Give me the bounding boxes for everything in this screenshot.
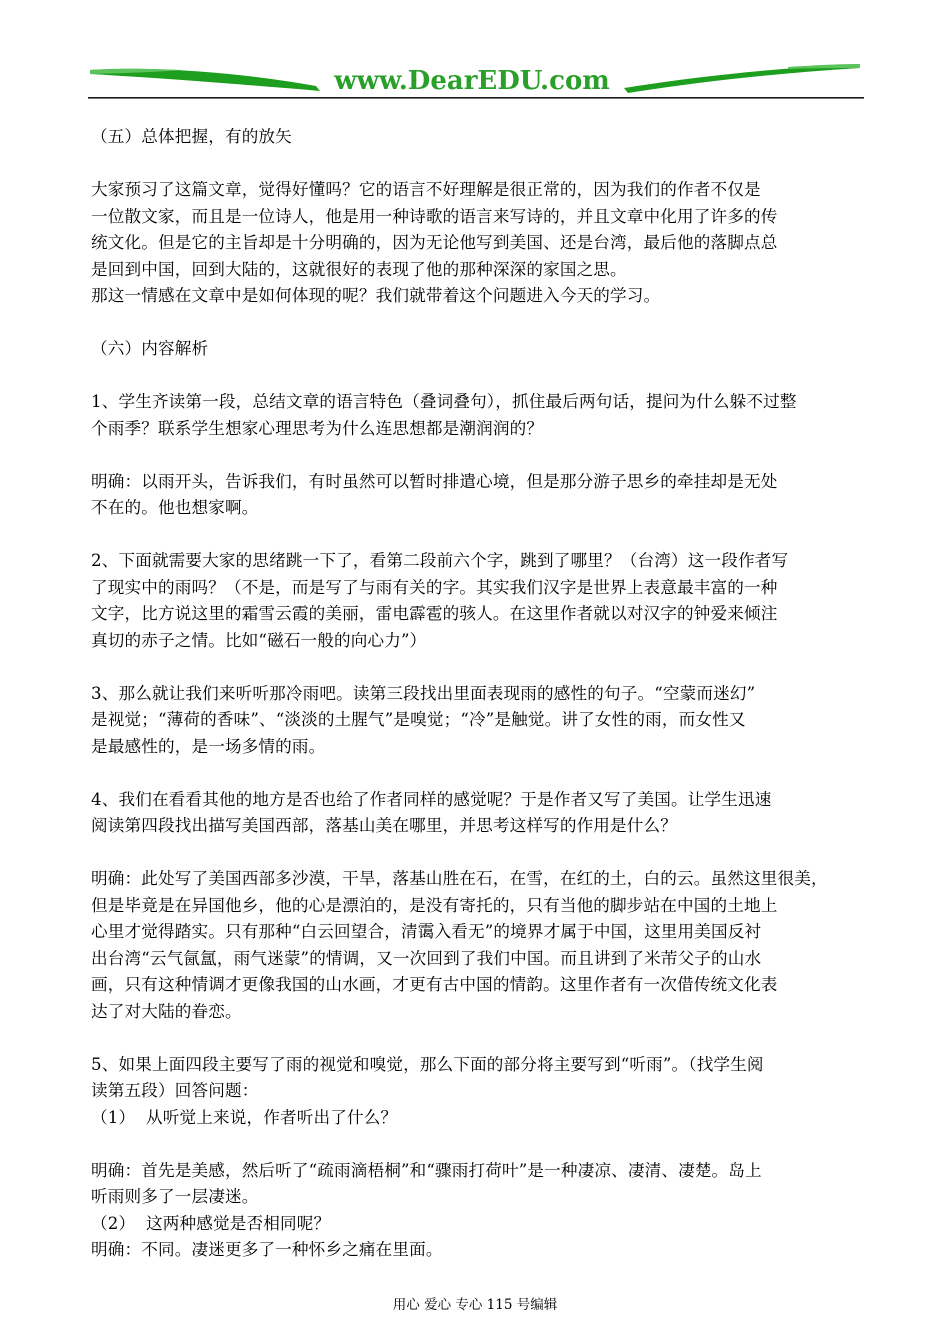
answer-6-line: 明确：不同。凄迷更多了一种怀乡之痛在里面。 <box>91 1240 443 1259</box>
item-1-line: 个雨季？联系学生想家心理思考为什么连思想都是潮润润的？ <box>91 418 544 438</box>
item-2-line: 了现实中的雨吗？（不是，而是写了与雨有关的字。其实我们汉字是世界上表意最丰富的一种 <box>91 577 778 597</box>
page-footer: 用心 爱心 专心 115 号编辑 <box>392 1297 558 1313</box>
site-logo-text: www.DearEDU.com <box>334 66 610 96</box>
item-1-line: 1、学生齐读第一段，总结文章的语言特色（叠词叠句），抓住最后两句话，提问为什么躲不过整 <box>91 392 797 411</box>
item-5-line: 5、如果上面四段主要写了雨的视觉和嗅觉，那么下面的部分将主要写到“听雨”。（找学生阅 <box>91 1054 764 1074</box>
paragraph-line: 大家预习了这篇文章，觉得好懂吗？它的语言不好理解是很正常的，因为我们的作者不仅是 <box>91 180 761 199</box>
answer-1-line: 明确：以雨开头，告诉我们，有时虽然可以暂时排遣心境，但是那分游子思乡的牵挂却是无处 <box>91 471 778 491</box>
item-3-line: 3、那么就让我们来听听那冷雨吧。读第三段找出里面表现雨的感性的句子。“空蒙而迷幻” <box>91 683 756 703</box>
leaf-banner-graphic <box>88 58 864 102</box>
item-2-line: 文字，比方说这里的霜雪云霞的美丽，雷电霹雹的骇人。在这里作者就以对汉字的钟爱来倾注 <box>91 604 778 623</box>
answer-5-line: 听雨则多了一层凄迷。 <box>91 1187 259 1206</box>
header-rule-line <box>88 97 864 99</box>
answer-4-line: 画，只有这种情调才更像我国的山水画，才更有古中国的情韵。这里作者有一次借传统文化表 <box>91 975 778 994</box>
paragraph-line: 统文化。但是它的主旨却是十分明确的，因为无论他写到美国、还是台湾，最后他的落脚点总 <box>91 233 778 252</box>
paragraph-line: 是回到中国，回到大陆的，这就很好的表现了他的那种深深的家国之思。 <box>91 259 627 279</box>
question-1: （1） 从听觉上来说，作者听出了什么？ <box>91 1107 398 1127</box>
item-2-line: 真切的赤子之情。比如“磁石一般的向心力”） <box>91 630 427 650</box>
right-leaf-swoosh <box>624 64 860 93</box>
item-3-line: 是视觉；“薄荷的香味”、“淡淡的土腥气”是嗅觉；“冷”是触觉。讲了女性的雨，而女性又 <box>91 710 746 729</box>
section-5-heading: （五）总体把握，有的放矢 <box>91 127 292 146</box>
item-3-line: 是最感性的，是一场多情的雨。 <box>91 736 326 756</box>
answer-4-line: 出台湾“云气氤氲，雨气迷蒙”的情调，又一次回到了我们中国。而且讲到了米芾父子的山水 <box>91 948 762 968</box>
item-2-line: 2、下面就需要大家的思绪跳一下了，看第二段前六个字，跳到了哪里？（台湾）这一段作者写 <box>91 551 789 570</box>
question-2: （2） 这两种感觉是否相同呢？ <box>91 1213 331 1233</box>
answer-5-line: 明确：首先是美感，然后听了“疏雨滴梧桐”和“骤雨打荷叶”是一种凄凉、凄清、凄楚。岛上 <box>91 1160 762 1180</box>
item-4-line: 阅读第四段找出描写美国西部，落基山美在哪里，并思考这样写的作用是什么？ <box>91 816 678 835</box>
answer-4-line: 心里才觉得踏实。只有那种“白云回望合，清霭入看无”的境界才属于中国，这里用美国反衬 <box>91 922 762 941</box>
answer-4-line: 达了对大陆的眷恋。 <box>91 1001 242 1021</box>
site-header-banner <box>88 58 864 102</box>
document-body <box>91 124 865 1264</box>
answer-4-line: 但是毕竟是在异国他乡，他的心是漂泊的，是没有寄托的，只有当他的脚步站在中国的土地上 <box>91 895 778 915</box>
paragraph-line: 那这一情感在文章中是如何体现的呢？我们就带着这个问题进入今天的学习。 <box>91 286 661 305</box>
answer-1-line: 不在的。他也想家啊。 <box>91 498 259 517</box>
item-4-line: 4、我们在看看其他的地方是否也给了作者同样的感觉呢？于是作者又写了美国。让学生迅速 <box>91 789 772 809</box>
item-5-line: 读第五段）回答问题： <box>91 1081 259 1100</box>
answer-4-line: 明确：此处写了美国西部多沙漠，干旱，落基山胜在石，在雪，在红的土，白的云。虽然这里很美， <box>91 869 828 888</box>
section-6-heading: （六）内容解析 <box>91 339 209 358</box>
paragraph-line: 一位散文家，而且是一位诗人，他是用一种诗歌的语言来写诗的，并且文章中化用了许多的传 <box>91 206 778 226</box>
